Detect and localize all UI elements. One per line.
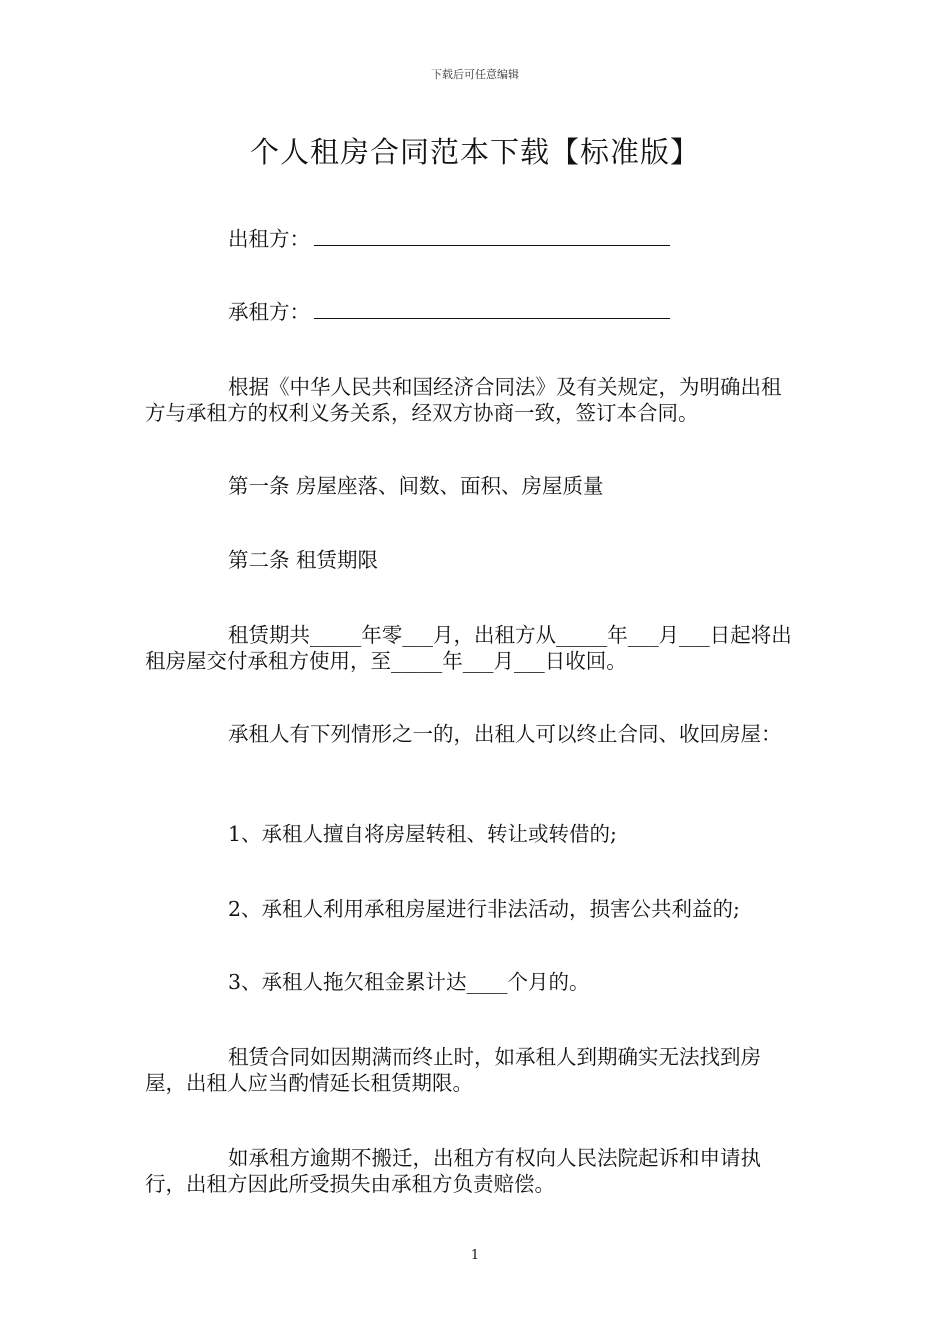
document-title: 个人租房合同范本下载【标准版】: [249, 135, 700, 169]
lessee-label: 承租方：: [228, 300, 310, 324]
article-two-heading: 第二条 租赁期限: [228, 548, 379, 572]
header-note: 下载后可任意编辑: [431, 68, 519, 81]
lessor-field: [228, 226, 670, 252]
termination-item-2: 2、承租人利用承租房屋进行非法活动，损害公共利益的;: [228, 897, 740, 921]
termination-item-3: 3、承租人拖欠租金累计达____个月的。: [228, 970, 590, 994]
article-one-heading: 第一条 房屋座落、间数、面积、房屋质量: [228, 474, 604, 498]
lease-extension-paragraph: 租赁合同如因期满而终止时，如承租人到期确实无法找到房屋，出租人应当酌情延长租赁期限。: [145, 1045, 761, 1095]
lease-term-paragraph: 租赁期共_____年零___月，出租方从_____年___月___日起将出租房屋交付承租方使用，至_____年___月___日收回。: [145, 623, 792, 673]
termination-intro-paragraph: 承租人有下列情形之一的，出租人可以终止合同、收回房屋：: [228, 722, 782, 746]
intro-paragraph: 根据《中华人民共和国经济合同法》及有关规定，为明确出租方与承租方的权利义务关系，经双方协商一致，签订本合同。: [145, 375, 782, 425]
lessee-blank-line: [314, 300, 670, 319]
page-number: 1: [470, 1248, 480, 1263]
lessee-field: [228, 299, 670, 325]
overdue-eviction-paragraph: 如承租方逾期不搬迁，出租方有权向人民法院起诉和申请执行，出租方因此所受损失由承租方负责赔偿。: [145, 1146, 761, 1196]
termination-item-1: 1、承租人擅自将房屋转租、转让或转借的;: [228, 822, 617, 846]
lessor-blank-line: [314, 227, 670, 246]
lessor-label: 出租方：: [228, 227, 310, 251]
